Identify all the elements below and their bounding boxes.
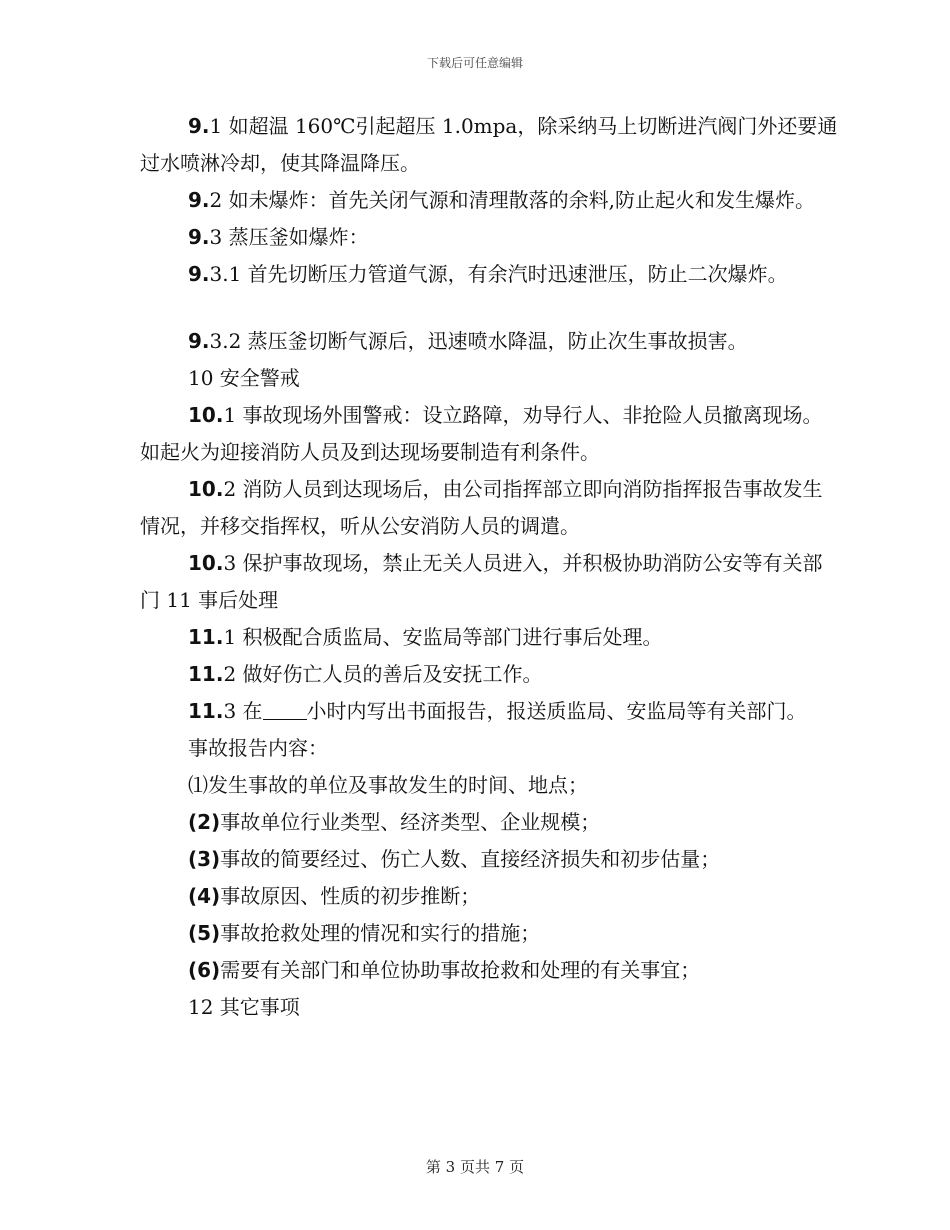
report-item-5 (140, 915, 840, 952)
page-header: 下载后可任意编辑 (426, 56, 523, 70)
paragraph-9-3-2 (140, 323, 840, 360)
paragraph-9-1 (140, 108, 840, 182)
paragraph-number: 9. (188, 225, 210, 249)
item-text: 事故的简要经过、伤亡人数、直接经济损失和初步估量； (220, 847, 721, 871)
paragraph-text: 1 事故现场外围警戒：设立路障，劝导行人、非抢险人员撤离现场。如起火为迎接消防人员及到达现场要制造有利条件。 (140, 403, 823, 464)
paragraph-number: 9. (188, 262, 210, 286)
paragraph-11-1 (140, 619, 840, 656)
item-text: 发生事故的单位及事故发生的时间、地点； (208, 773, 588, 797)
paragraph-text: 1 积极配合质监局、安监局等部门进行事后处理。 (223, 625, 663, 649)
paragraph-10-1 (140, 397, 840, 471)
paragraph-text: 1 如超温 160℃引起超压 1.0mpa，除采纳马上切断进汽阀门外还要通过水喷淋冷却，使其降温降压。 (140, 114, 838, 175)
paragraph-10-2 (140, 471, 840, 545)
paragraph-text: 3 保护事故现场，禁止无关人员进入，并积极协助消防公安等有关部门 11 事后处理 (140, 551, 823, 612)
paragraph-9-2 (140, 182, 840, 219)
paragraph-number: 9. (188, 329, 210, 353)
paragraph-number: 10. (188, 477, 224, 501)
blank-gap (140, 293, 840, 323)
section-10-heading: 10 安全警戒 (188, 366, 300, 390)
item-text: 事故抢救处理的情况和实行的措施； (220, 921, 541, 945)
report-item-4 (140, 878, 840, 915)
paragraph-number: 9. (188, 188, 210, 212)
item-text: 事故原因、性质的初步推断； (220, 884, 481, 908)
paragraph-9-3-1 (140, 256, 840, 293)
report-item-2 (140, 804, 840, 841)
item-text: 事故单位行业类型、经济类型、企业规模； (220, 810, 601, 834)
paragraph-11-2 (140, 656, 840, 693)
paragraph-number: 10. (188, 403, 224, 427)
paragraph-number: 11. (188, 662, 224, 686)
document-body (140, 108, 840, 1026)
report-contents-title: 事故报告内容： (188, 736, 328, 760)
item-number: ⑴ (188, 773, 208, 797)
paragraph-text: 3 蒸压釜如爆炸： (209, 225, 369, 249)
item-number: (5) (188, 921, 221, 945)
paragraph-number: 11. (188, 625, 224, 649)
paragraph-text-post: 小时内写出书面报告，报送质监局、安监局等有关部门。 (306, 699, 807, 723)
paragraph-text: 2 如未爆炸：首先关闭气源和清理散落的余料,防止起火和发生爆炸。 (209, 188, 815, 212)
paragraph-text: 3.1 首先切断压力管道气源，有余汽时迅速泄压，防止二次爆炸。 (209, 262, 788, 286)
item-number: (2) (188, 810, 221, 834)
report-item-6 (140, 952, 840, 989)
paragraph-11-3 (140, 693, 840, 730)
paragraph-number: 9. (188, 114, 210, 138)
paragraph-number: 11. (188, 699, 224, 723)
item-number: (6) (188, 958, 221, 982)
fill-in-blank (263, 701, 307, 720)
paragraph-text: 2 做好伤亡人员的善后及安抚工作。 (223, 662, 543, 686)
item-number: (3) (188, 847, 221, 871)
page-footer: 第 3 页共 7 页 (425, 1158, 525, 1176)
item-text: 需要有关部门和单位协助事故抢救和处理的有关事宜； (220, 958, 701, 982)
section-12-heading: 12 其它事项 (188, 995, 300, 1019)
report-item-3 (140, 841, 840, 878)
report-item-1 (140, 767, 840, 804)
paragraph-9-3 (140, 219, 840, 256)
paragraph-text: 3.2 蒸压釜切断气源后，迅速喷水降温，防止次生事故损害。 (209, 329, 748, 353)
paragraph-text-pre: 3 在 (223, 699, 263, 723)
paragraph-text: 2 消防人员到达现场后，由公司指挥部立即向消防指挥报告事故发生情况，并移交指挥权，听从公安消防人员的调遣。 (140, 477, 823, 538)
paragraph-10-3 (140, 545, 840, 619)
paragraph-number: 10. (188, 551, 224, 575)
item-number: (4) (188, 884, 221, 908)
